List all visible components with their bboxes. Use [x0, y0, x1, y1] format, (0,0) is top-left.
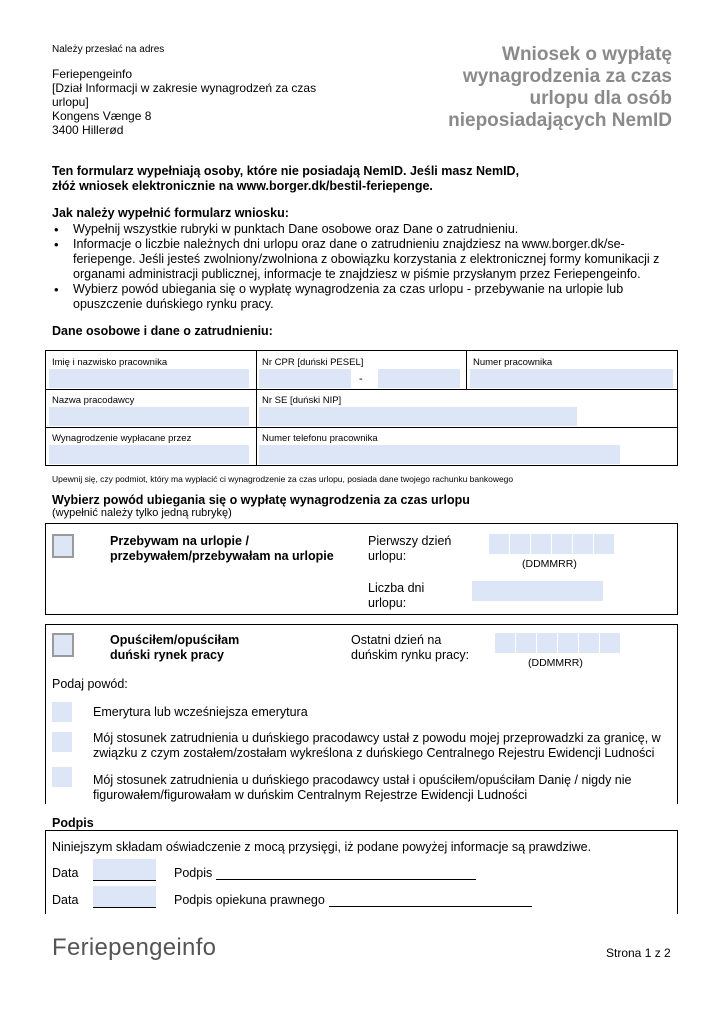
- employer-input[interactable]: [49, 407, 249, 426]
- title-line: Wniosek o wypłatę: [502, 44, 672, 65]
- personal-heading: Dane osobowe i dane o zatrudnieniu:: [52, 324, 273, 338]
- vacation-label-line: Przebywam na urlopie /: [110, 534, 249, 548]
- guardian-signature-line[interactable]: [329, 892, 532, 907]
- page-title: [372, 44, 672, 132]
- last-day-label-line: duńskim rynku pracy:: [351, 648, 470, 662]
- sign-label: Podpis: [174, 866, 213, 880]
- list-item: • Wypełnij wszystkie rubryki w punktach Dane osobowe oraz Dane o zatrudnieniu.: [52, 222, 677, 237]
- left-market-option-box: [45, 624, 678, 804]
- signature-heading: Podpis: [52, 816, 94, 830]
- instructions-list: [52, 222, 677, 312]
- title-line: nieposiadających NemID: [448, 110, 672, 131]
- date-input-guardian[interactable]: [93, 886, 156, 908]
- page-number: Strona 1 z 2: [606, 946, 671, 960]
- address-line: [Dział Informacji w zakresie wynagrodzeń za czas: [52, 81, 317, 95]
- cpr-input-part2[interactable]: [378, 369, 460, 388]
- cpr-label: Nr CPR [duński PESEL]: [262, 357, 364, 368]
- reason-left-denmark-label: Mój stosunek zatrudnienia u duńskiego pracodawcy ustał i opuściłem/opuściłam Danię / nigdy nie figurowałem/figurowałam w duńskim Centralnym Rejestrze Ewidencji Ludności: [93, 773, 632, 802]
- address-line: 3400 Hillerød: [52, 123, 124, 137]
- phone-input[interactable]: [259, 445, 620, 464]
- first-day-input[interactable]: [489, 534, 615, 554]
- title-line: wynagrodzenia za czas: [462, 66, 672, 87]
- declaration-text: Niniejszym składam oświadczenie z mocą przysięgi, iż podane powyżej informacje są prawdziwe.: [52, 840, 592, 854]
- paid-by-label: Wynagrodzenie wypłacane przez: [52, 433, 192, 444]
- days-label-line: urlopu:: [368, 596, 407, 610]
- address-block: [52, 67, 316, 137]
- address-line: Feriepengeinfo: [52, 67, 133, 81]
- date-input[interactable]: [93, 859, 156, 881]
- intro-text: [52, 164, 672, 194]
- days-label: [368, 581, 424, 611]
- reason-moved-abroad-checkbox[interactable]: [52, 732, 72, 752]
- reason-heading: Wybierz powód ubiegania się o wypłatę wynagrodzenia za czas urlopu: [52, 493, 470, 507]
- instructions-heading: Jak należy wypełnić formularz wniosku:: [52, 206, 289, 220]
- list-item: • Wybierz powód ubiegania się o wypłatę wynagrodzenia za czas urlopu - przebywanie na urlopie lub opuszczenie duńskiego rynku pracy.: [52, 282, 677, 312]
- feriepengeinfo-logo: Feriepengeinfo: [52, 934, 217, 961]
- send-to-label: Należy przesłać na adres: [52, 44, 165, 55]
- date-format-hint: (DDMMRR): [528, 657, 583, 669]
- first-day-label: [368, 534, 451, 564]
- give-reason-label: Podaj powód:: [52, 677, 128, 691]
- left-market-checkbox[interactable]: [52, 633, 74, 657]
- name-input[interactable]: [49, 369, 249, 388]
- list-item: • Informacje o liczbie należnych dni urlopu oraz dane o zatrudnieniu znajdziesz na www.borger.dk/se-feriepenge. Jeśli jesteś zwolniony/zwolniona z obowiązku korzystania z elektronicznej formy komunikacji z organami administracji publicznej, informacje te znajdziesz w piśmie przysłanym przez Feriepengeinfo.: [52, 237, 677, 282]
- signature-line[interactable]: [216, 865, 476, 880]
- date-format-hint: (DDMMRR): [522, 558, 577, 570]
- first-day-label-line: urlopu:: [368, 549, 407, 563]
- days-input[interactable]: [472, 581, 603, 601]
- vacation-label-line: przebywałem/przebywałam na urlopie: [110, 549, 334, 563]
- vacation-checkbox[interactable]: [52, 534, 74, 558]
- intro-line: złóż wniosek elektronicznie na www.borger.dk/bestil-feriepenge.: [52, 179, 433, 193]
- phone-label: Numer telefonu pracownika: [262, 433, 378, 444]
- left-market-label: [110, 633, 239, 663]
- first-day-label-line: Pierwszy dzień: [368, 534, 452, 548]
- address-line: Kongens Vænge 8: [52, 109, 152, 123]
- intro-line: Ten formularz wypełniają osoby, które nie posiadają NemID. Jeśli masz NemID,: [52, 164, 520, 178]
- name-label: Imię i nazwisko pracownika: [52, 357, 168, 368]
- reason-subheading: (wypełnić należy tylko jedną rubrykę): [52, 507, 232, 519]
- vacation-option-box: [45, 523, 678, 615]
- reason-retirement-checkbox[interactable]: [52, 702, 72, 722]
- employee-no-input[interactable]: [470, 369, 673, 388]
- left-market-label-line: Opuściłem/opuściłam: [110, 633, 240, 647]
- signature-box: [45, 830, 678, 914]
- personal-data-table: [45, 350, 678, 466]
- employer-label: Nazwa pracodawcy: [52, 395, 135, 406]
- se-label: Nr SE [duński NIP]: [262, 395, 342, 406]
- cpr-dash: -: [359, 373, 363, 385]
- vacation-label: [110, 534, 334, 564]
- left-market-label-line: duński rynek pracy: [110, 648, 224, 662]
- guardian-label: Podpis opiekuna prawnego: [174, 893, 325, 907]
- last-day-label: [351, 633, 469, 663]
- paid-by-input[interactable]: [49, 445, 249, 464]
- title-line: urlopu dla osób: [529, 88, 672, 109]
- last-day-input[interactable]: [495, 633, 621, 653]
- cpr-input-part1[interactable]: [259, 369, 351, 388]
- date-label: Data: [52, 893, 79, 907]
- address-line: urlopu]: [52, 95, 89, 109]
- se-input[interactable]: [259, 407, 577, 426]
- reason-retirement-label: Emerytura lub wcześniejsza emerytura: [93, 705, 308, 719]
- reason-moved-abroad-label: Mój stosunek zatrudnienia u duńskiego pracodawcy ustał z powodu mojej przeprowadzki za granicę, w związku z czym zostałem/zostałam wykreślona z duńskiego Centralnego Rejestru Ewidencji Ludności: [93, 731, 661, 760]
- days-label-line: Liczba dni: [368, 581, 425, 595]
- employee-no-label: Numer pracownika: [473, 357, 553, 368]
- date-label: Data: [52, 866, 79, 880]
- last-day-label-line: Ostatni dzień na: [351, 633, 442, 647]
- reason-left-denmark-checkbox[interactable]: [52, 767, 72, 787]
- bank-note: Upewnij się, czy podmiot, który ma wypłacić ci wynagrodzenie za czas urlopu, posiada dane twojego rachunku bankowego: [52, 474, 514, 484]
